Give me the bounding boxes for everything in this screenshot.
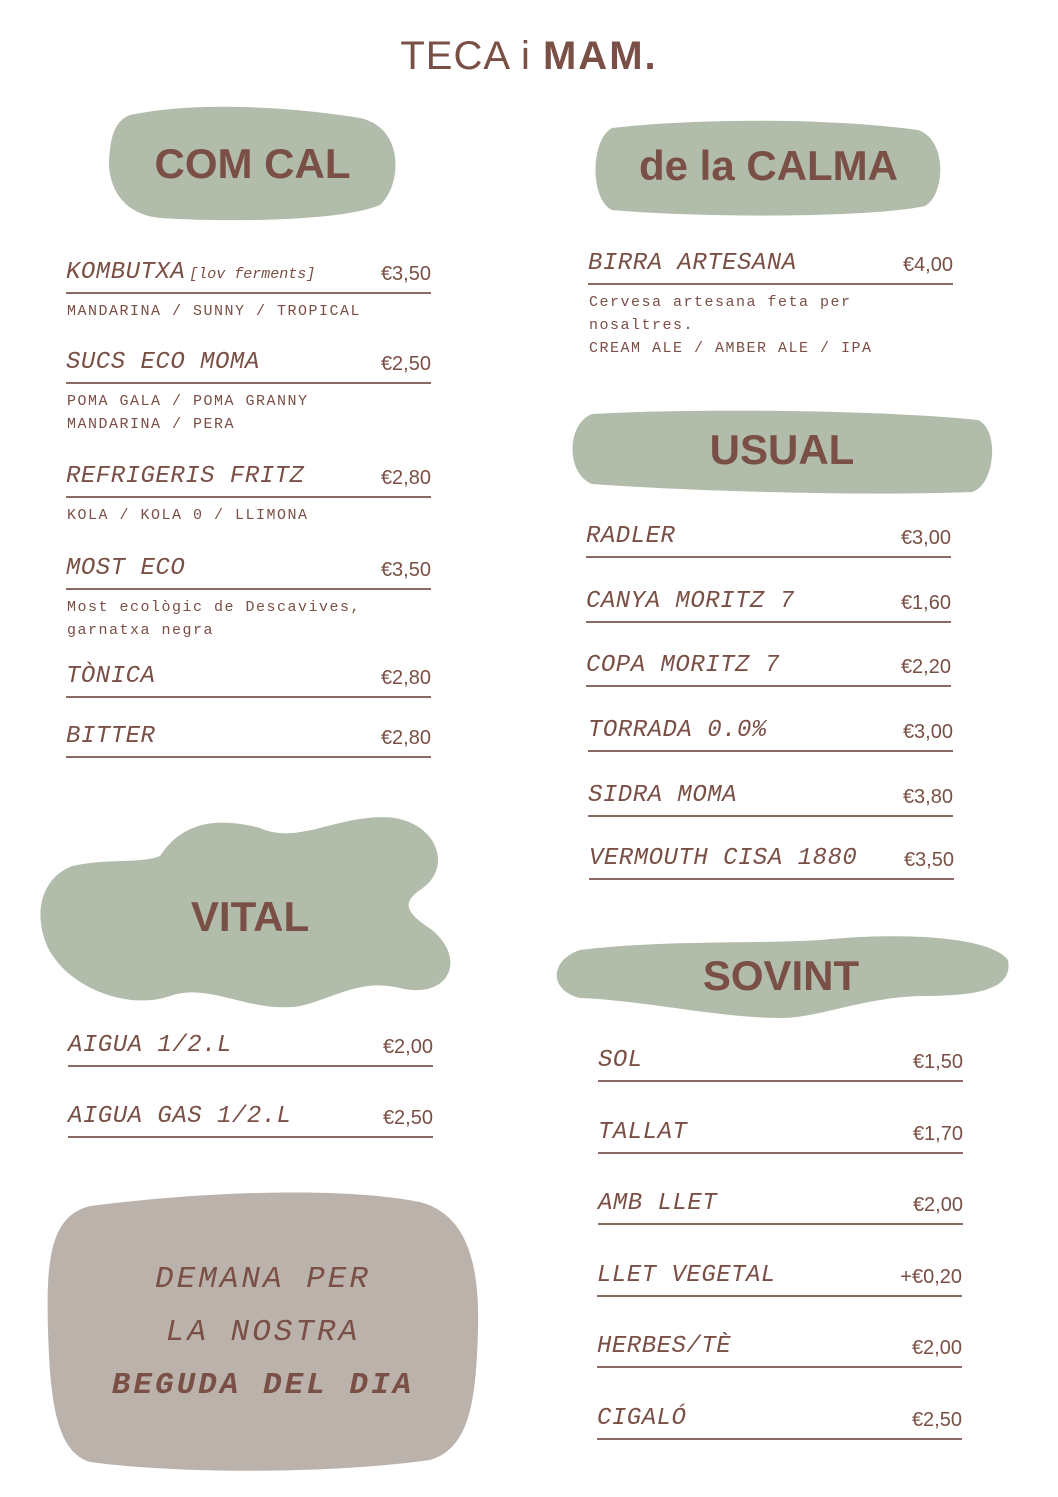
item-price: €2,20: [900, 656, 951, 678]
menu-item-tonica: [66, 660, 431, 698]
item-price: €1,60: [900, 592, 951, 614]
item-price: €3,50: [903, 849, 954, 871]
item-name: AIGUA GAS 1/2.L: [68, 1103, 292, 1130]
brand-suffix: MAM.: [542, 34, 658, 78]
menu-item-aigua-gas: [68, 1100, 433, 1138]
item-price: €1,50: [912, 1051, 963, 1073]
section-title-sovint: SOVINT: [702, 952, 860, 999]
menu-item-tallat: [598, 1116, 963, 1154]
menu-item-torrada: [588, 714, 953, 752]
item-name: BIRRA ARTESANA: [588, 250, 797, 277]
item-name: CIGALÓ: [597, 1405, 687, 1432]
item-name: LLET VEGETAL: [597, 1262, 776, 1289]
section-title-com-cal: COM CAL: [154, 140, 351, 187]
item-price: €4,00: [902, 254, 953, 276]
item-price: €1,70: [912, 1123, 963, 1145]
menu-item-aigua: [68, 1029, 433, 1067]
item-price: €3,00: [902, 721, 953, 743]
item-name: CANYA MORITZ 7: [586, 588, 795, 615]
menu-item-vermouth-cisa: [589, 842, 954, 880]
brand-logo: [0, 34, 1058, 79]
item-name: SUCS ECO MOMA: [66, 349, 260, 376]
item-description: POMA GALA / POMA GRANNY MANDARINA / PERA: [67, 393, 309, 433]
item-description: MANDARINA / SUNNY / TROPICAL: [67, 303, 362, 320]
item-price: €2,80: [380, 727, 431, 749]
item-price: €2,50: [911, 1409, 962, 1431]
menu-item-canya-moritz-7: [586, 585, 951, 623]
item-name: HERBES/TÈ: [597, 1333, 732, 1360]
item-price: €2,00: [382, 1036, 433, 1058]
section-title-de-la-calma: de la CALMA: [638, 142, 898, 189]
menu-item-herbes-te: [597, 1330, 962, 1368]
menu-item-sol: [598, 1044, 963, 1082]
item-price: €2,80: [380, 667, 431, 689]
item-name: TÒNICA: [66, 663, 156, 690]
brand-prefix: TECA i: [400, 34, 531, 78]
menu-item-bitter: [66, 720, 431, 758]
section-title-usual: USUAL: [709, 426, 855, 473]
item-tag: [lov ferments]: [189, 266, 316, 283]
item-name: MOST ECO: [66, 555, 186, 582]
menu-item-refrigeris-fritz: [66, 460, 431, 498]
item-price: +€0,20: [900, 1266, 962, 1288]
menu-item-sidra-moma: [588, 779, 953, 817]
promo-line-3: BEGUDA DEL DIA: [111, 1368, 415, 1403]
item-name: TALLAT: [598, 1119, 688, 1146]
item-price: €3,50: [380, 559, 431, 581]
menu-item-most-eco: [66, 552, 431, 590]
item-name: VERMOUTH CISA 1880: [589, 845, 858, 872]
item-description: Most ecològic de Descavives, garnatxa negra: [67, 599, 362, 639]
item-name: SIDRA MOMA: [588, 782, 738, 809]
item-name: AIGUA 1/2.L: [68, 1032, 232, 1059]
menu-item-radler: [586, 520, 951, 558]
menu-item-kombutxa: [66, 256, 431, 294]
menu-item-llet-vegetal: [597, 1259, 962, 1297]
promo-line-2: LA NOSTRA: [165, 1315, 361, 1350]
item-name: AMB LLET: [598, 1190, 718, 1217]
item-price: €2,50: [382, 1107, 433, 1129]
item-price: €2,00: [911, 1337, 962, 1359]
item-name: KOMBUTXA: [66, 259, 186, 286]
menu-item-amb-llet: [598, 1187, 963, 1225]
menu-item-sucs-eco-moma: [66, 346, 431, 384]
item-price: €3,00: [900, 527, 951, 549]
item-name: TORRADA 0.0%: [588, 717, 767, 744]
item-price: €2,00: [912, 1194, 963, 1216]
item-price: €2,50: [380, 353, 431, 375]
item-description: Cervesa artesana feta per nosaltres. CREAM ALE / AMBER ALE / IPA: [589, 294, 873, 357]
section-title-vital: VITAL: [190, 893, 310, 940]
item-name: BITTER: [66, 723, 156, 750]
item-name: SOL: [598, 1047, 643, 1074]
item-price: €3,80: [902, 786, 953, 808]
menu-item-birra-artesana: [588, 247, 953, 285]
menu-item-copa-moritz-7: [586, 649, 951, 687]
item-name: COPA MORITZ 7: [586, 652, 780, 679]
menu-item-cigalo: [597, 1402, 962, 1440]
item-name: RADLER: [586, 523, 676, 550]
item-price: €3,50: [380, 263, 431, 285]
item-price: €2,80: [380, 467, 431, 489]
item-description: KOLA / KOLA 0 / LLIMONA: [67, 507, 309, 524]
promo-line-1: DEMANA PER: [154, 1262, 372, 1297]
promo-drink-of-day: [48, 1253, 478, 1412]
item-name: REFRIGERIS FRITZ: [66, 463, 305, 490]
